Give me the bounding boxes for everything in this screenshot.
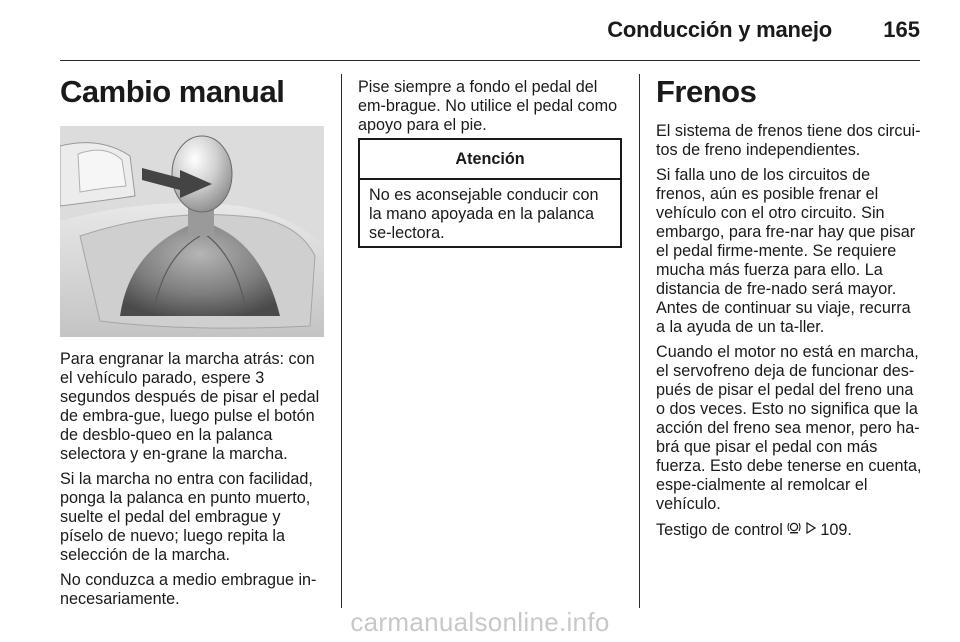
column-divider-right	[639, 74, 640, 608]
middle-column-text	[358, 78, 624, 141]
gear-shift-knob-illustration	[60, 126, 324, 337]
caution-text: No es aconsejable conducir con la mano apoyada en la palanca se-lectora.	[369, 186, 599, 242]
paragraph: El sistema de frenos tiene dos circui-tos de freno independientes.	[656, 122, 921, 159]
section-heading-brakes: Frenos	[656, 74, 757, 109]
column-divider-left	[341, 74, 342, 608]
indicator-label: Testigo de control	[656, 521, 783, 539]
page-number: 165	[883, 17, 920, 42]
paragraph: Cuando el motor no está en marcha, el servofreno deja de funcionar des-pués de pisar el pedal del freno una o dos veces. Esto no significa que la acción del freno sea menor, pero ha-brá que pisar el pedal con más fuerza. Esto debe tenerse en cuenta, espe-cialmente al remolcar el vehículo.	[656, 343, 922, 513]
paragraph: No conduzca a medio embrague in-necesariamente.	[60, 571, 317, 608]
paragraph: Para engranar la marcha atrás: con el vehículo parado, espere 3 segundos después de pisar el pedal de embra-gue, luego pulse el botón de desblo-queo en la palanca selectora y en-grane la marcha.	[60, 350, 320, 463]
page-reference-arrow-icon	[806, 520, 816, 539]
paragraph: Si la marcha no entra con facilidad, ponga la palanca en punto muerto, suelte el pedal del embrague y píselo de nuevo; luego repita la selección de la marcha.	[60, 470, 313, 564]
brake-warning-icon	[787, 520, 801, 539]
indicator-reference	[656, 520, 922, 540]
paragraph: Pise siempre a fondo el pedal del em-brague. No utilice el pedal como apoyo para el pie.	[358, 78, 618, 134]
paragraph: Si falla uno de los circuitos de frenos, aún es posible frenar el vehículo con el otro circuito. Sin embargo, para fre-nar hay que pisar el pedal firme-mente. Se requiere mucha más fuerza para ello. La distancia de fre-nado será mayor. Antes de continuar su viaje, recurra a la ayuda de un ta-ller.	[656, 166, 916, 336]
chapter-title: Conducción y manejo	[607, 17, 832, 42]
section-heading-manual-transmission: Cambio manual	[60, 74, 285, 109]
caution-box	[358, 138, 622, 248]
gear-shift-figure	[60, 126, 324, 337]
caution-title: Atención	[360, 140, 620, 180]
watermark: carmanualsonline.info	[350, 607, 610, 637]
right-column-text	[656, 122, 922, 546]
header-divider	[60, 60, 920, 61]
left-column-text	[60, 350, 326, 615]
indicator-page-link[interactable]: 109.	[820, 521, 852, 539]
